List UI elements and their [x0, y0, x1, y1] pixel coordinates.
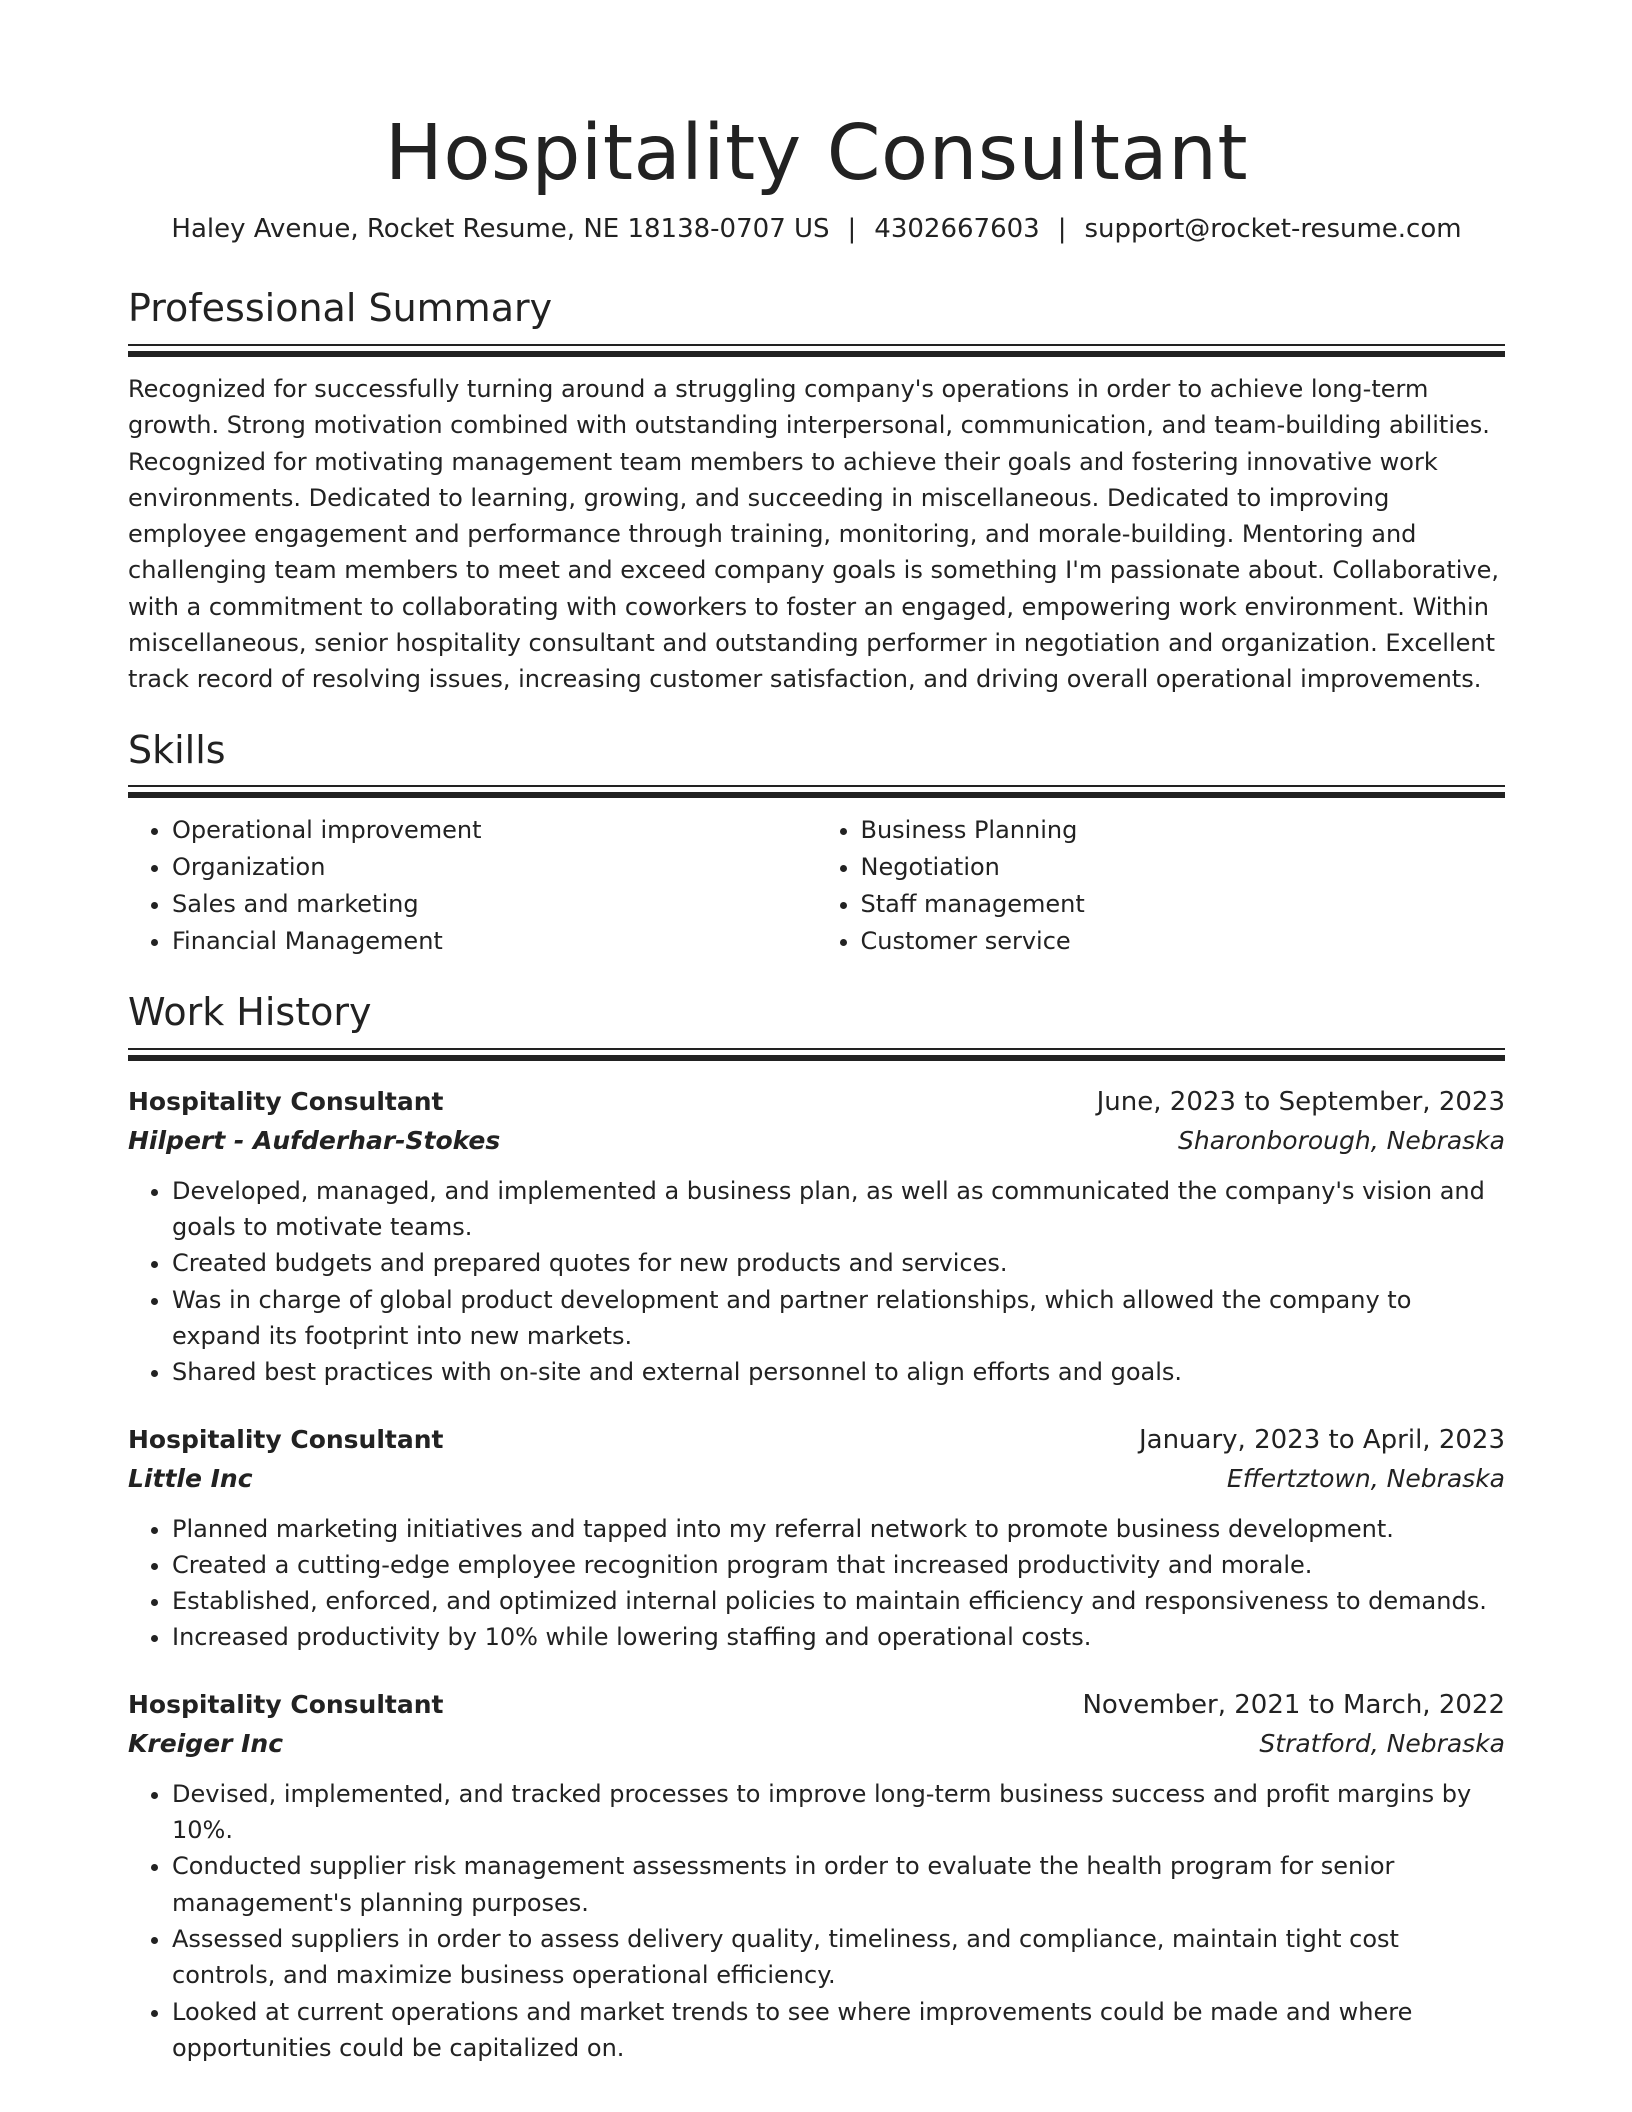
section-title-summary: Professional Summary [128, 286, 553, 331]
job-bullet: • Conducted supplier risk management assessments in order to evaluate the health program for senior management's planning purposes. [172, 1848, 1505, 1921]
contact-separator: | [847, 213, 857, 244]
skills-columns [128, 812, 1505, 960]
job-dates: June, 2023 to September, 2023 [1096, 1086, 1505, 1117]
job-header-row [128, 1083, 1505, 1121]
section-divider-thick [128, 351, 1505, 357]
skill-item: • Financial Management [172, 923, 817, 960]
job-bullets [128, 1173, 1505, 1391]
job-header-row [128, 1686, 1505, 1724]
contact-email: support@rocket-resume.com [1084, 213, 1462, 244]
section-divider-thin [128, 344, 1505, 346]
job-company-row [128, 1724, 1505, 1764]
skill-item: • Sales and marketing [172, 886, 817, 923]
job-company: Kreiger Inc [128, 1728, 284, 1758]
job-title: Hospitality Consultant [128, 1689, 444, 1719]
job-bullet: • Increased productivity by 10% while lowering staffing and operational costs. [172, 1619, 1505, 1655]
skill-item: • Organization [172, 849, 817, 886]
job-bullet: • Was in charge of global product development and partner relationships, which allowed the company to expand its footprint into new markets. [172, 1282, 1505, 1355]
job-bullet: • Looked at current operations and market trends to see where improvements could be made and where opportunities could be capitalized on. [172, 1994, 1505, 2067]
resume-name: Hospitality Consultant [384, 109, 1249, 198]
job-bullet: • Planned marketing initiatives and tapped into my referral network to promote business development. [172, 1511, 1505, 1547]
job-title: Hospitality Consultant [128, 1424, 444, 1454]
contact-address: Haley Avenue, Rocket Resume, NE 18138-0707 US [171, 213, 830, 244]
skill-item: • Negotiation [861, 849, 1506, 886]
section-divider-thin [128, 1048, 1505, 1050]
skill-item: • Staff management [861, 886, 1506, 923]
job-bullet: • Devised, implemented, and tracked processes to improve long-term business success and profit margins by 10%. [172, 1776, 1505, 1849]
contact-line [128, 213, 1505, 247]
job-company: Little Inc [128, 1463, 253, 1493]
work-history-section [128, 990, 1505, 2066]
job-bullet: • Assessed suppliers in order to assess delivery quality, timeliness, and compliance, maintain tight cost controls, and maximize business operational efficiency. [172, 1921, 1505, 1994]
skills-list-right [817, 812, 1506, 960]
resume-page [128, 110, 1505, 2066]
job-bullet: • Created a cutting-edge employee recognition program that increased productivity and morale. [172, 1547, 1505, 1583]
job-entry [128, 1421, 1505, 1656]
job-location: Effertztown, Nebraska [1226, 1463, 1505, 1493]
job-bullet: • Created budgets and prepared quotes for new products and services. [172, 1245, 1505, 1281]
skill-item: • Operational improvement [172, 812, 817, 849]
job-bullets [128, 1776, 1505, 2066]
job-dates: January, 2023 to April, 2023 [1138, 1424, 1505, 1455]
job-bullet: • Established, enforced, and optimized internal policies to maintain efficiency and responsiveness to demands. [172, 1583, 1505, 1619]
section-title-skills: Skills [128, 727, 226, 772]
job-company-row [128, 1459, 1505, 1499]
job-company-row [128, 1121, 1505, 1161]
contact-phone: 4302667603 [874, 213, 1040, 244]
contact-separator: | [1057, 213, 1067, 244]
summary-text: Recognized for successfully turning around a struggling company's operations in order to achieve long-term growth. Strong motivation combined with outstanding interpersonal, communication, and team-building abilities. Recognized for motivating management team members to achieve their goals and fostering innovative work environments. Dedicated to learning, growing, and succeeding in miscellaneous. Dedicated to improving employee engagement and performance through training, monitoring, and morale-building. Mentoring and challenging team members to meet and exceed company goals is something I'm passionate about. Collaborative, with a commitment to collaborating with coworkers to foster an engaged, empowering work environment. Within miscellaneous, senior hospitality consultant and outstanding performer in negotiation and organization. Excellent track record of resolving issues, increasing customer satisfaction, and driving overall operational improvements. [128, 374, 1500, 694]
skills-list-left [128, 812, 817, 960]
skills-section [128, 728, 1505, 961]
job-entry [128, 1686, 1505, 2066]
skill-item: • Customer service [861, 923, 1506, 960]
job-dates: November, 2021 to March, 2022 [1082, 1689, 1505, 1720]
section-divider-thick [128, 1055, 1505, 1061]
summary-section [128, 286, 1505, 697]
job-bullet: • Developed, managed, and implemented a business plan, as well as communicated the company's vision and goals to motivate teams. [172, 1173, 1505, 1246]
section-divider-thin [128, 785, 1505, 787]
job-entry [128, 1083, 1505, 1391]
job-title: Hospitality Consultant [128, 1086, 444, 1116]
section-divider-thick [128, 792, 1505, 798]
section-title-work-history: Work History [128, 990, 372, 1035]
job-bullet: • Shared best practices with on-site and external personnel to align efforts and goals. [172, 1354, 1505, 1390]
job-header-row [128, 1421, 1505, 1459]
job-location: Stratford, Nebraska [1259, 1728, 1505, 1758]
skill-item: • Business Planning [861, 812, 1506, 849]
job-company: Hilpert - Aufderhar-Stokes [128, 1125, 501, 1155]
job-location: Sharonborough, Nebraska [1177, 1125, 1505, 1155]
job-bullets [128, 1511, 1505, 1656]
